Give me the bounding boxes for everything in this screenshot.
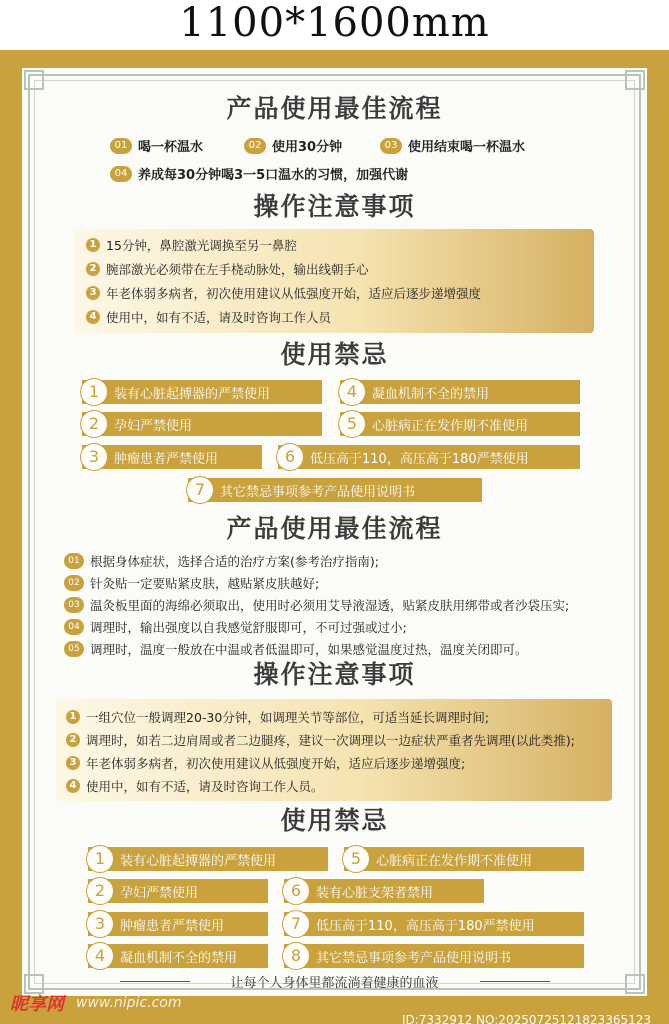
section2-note-2 bbox=[86, 260, 369, 278]
item-text: 装有心脏支架者禁用 bbox=[316, 885, 434, 901]
item-number: 7 bbox=[282, 910, 310, 938]
item-text: 装有心脏起搏器的严禁使用 bbox=[114, 386, 271, 402]
item-text: 凝血机制不全的禁用 bbox=[372, 386, 490, 402]
section6-item-1 bbox=[88, 847, 328, 871]
note-text: 腕部激光必须带在左手桡动脉处，输出线朝手心 bbox=[106, 262, 369, 277]
section3-item-1 bbox=[82, 380, 322, 404]
note-text: 调理时，如若二边肩周或者二边腿疼，建议一次调理以一边症状严重者先调理(以此类推); bbox=[86, 733, 575, 748]
note-number: 2 bbox=[66, 733, 80, 747]
note-text: 年老体弱多病者，初次使用建议从低强度开始，适应后逐步递增强度; bbox=[86, 756, 466, 771]
note-number: 4 bbox=[86, 310, 100, 324]
section3-item-4 bbox=[340, 380, 580, 404]
section3-item-5 bbox=[340, 412, 580, 436]
item-text: 心脏病正在发作期不准使用 bbox=[372, 418, 529, 434]
section4-step-3 bbox=[64, 596, 569, 614]
corner-ornament-tr bbox=[625, 70, 645, 90]
item-number: 4 bbox=[338, 378, 366, 406]
step-number: 03 bbox=[64, 597, 84, 613]
section6-item-5 bbox=[344, 847, 584, 871]
section6-item-3 bbox=[88, 912, 268, 936]
step-text: 养成每30分钟喝3一5口温水的习惯，加强代谢 bbox=[138, 168, 409, 183]
note-number: 4 bbox=[66, 779, 80, 793]
watermark-brand: 昵享网 bbox=[10, 994, 64, 1015]
note-text: 一组穴位一般调理20-30分钟，如调理关节等部位，可适当延长调理时间; bbox=[86, 710, 490, 725]
step-text: 调理时，输出强度以自我感觉舒服即可，不可过强或过小; bbox=[90, 620, 407, 635]
item-text: 孕妇严禁使用 bbox=[120, 885, 199, 901]
item-text: 低压高于110，高压高于180严禁使用 bbox=[310, 451, 529, 467]
section3-item-6 bbox=[278, 445, 580, 469]
section4-title: 产品使用最佳流程 bbox=[226, 514, 443, 543]
section1-step-2 bbox=[244, 136, 342, 155]
section6-item-2 bbox=[88, 879, 268, 903]
item-number: 7 bbox=[186, 476, 214, 504]
item-text: 装有心脏起搏器的严禁使用 bbox=[120, 853, 277, 869]
corner-ornament-tl bbox=[24, 70, 44, 90]
section1-step-3 bbox=[380, 136, 525, 155]
size-title: 1100*1600mm bbox=[179, 0, 490, 46]
item-text: 孕妇严禁使用 bbox=[114, 418, 193, 434]
section3-item-7 bbox=[188, 478, 482, 502]
step-text: 喝一杯温水 bbox=[138, 140, 204, 155]
step-number: 02 bbox=[244, 138, 266, 154]
step-number: 05 bbox=[64, 641, 84, 657]
step-number: 03 bbox=[380, 138, 402, 154]
item-text: 低压高于110，高压高于180严禁使用 bbox=[316, 918, 535, 934]
section5-note-3 bbox=[66, 754, 465, 772]
step-number: 04 bbox=[64, 619, 84, 635]
note-text: 使用中，如有不适，请及时咨询工作人员 bbox=[106, 310, 332, 325]
note-number: 1 bbox=[66, 710, 80, 724]
item-number: 2 bbox=[80, 410, 108, 438]
slogan-divider-right bbox=[480, 981, 550, 982]
section4-step-2 bbox=[64, 574, 319, 592]
watermark-url: www.nipic.com bbox=[76, 995, 182, 1011]
section2-note-4 bbox=[86, 308, 331, 326]
note-number: 3 bbox=[66, 756, 80, 770]
item-text: 心脏病正在发作期不准使用 bbox=[376, 853, 533, 869]
item-number: 5 bbox=[338, 410, 366, 438]
item-text: 其它禁忌事项参考产品使用说明书 bbox=[316, 950, 512, 966]
note-text: 使用中，如有不适，请及时咨询工作人员。 bbox=[86, 779, 324, 794]
section6-title: 使用禁忌 bbox=[280, 806, 389, 835]
item-number: 2 bbox=[86, 877, 114, 905]
section3-item-3 bbox=[82, 445, 262, 469]
step-text: 使用结束喝一杯温水 bbox=[408, 140, 526, 155]
section1-title: 产品使用最佳流程 bbox=[226, 94, 443, 123]
note-number: 1 bbox=[86, 238, 100, 252]
section4-step-5 bbox=[64, 640, 528, 658]
section3-title: 使用禁忌 bbox=[280, 340, 389, 369]
section6-item-7 bbox=[284, 912, 584, 936]
section6-item-6 bbox=[284, 879, 484, 903]
step-text: 使用30分钟 bbox=[272, 140, 343, 155]
step-text: 调理时，温度一般放在中温或者低温即可，如果感觉温度过热，温度关闭即可。 bbox=[90, 642, 528, 657]
section1-step-4 bbox=[110, 164, 408, 183]
item-number: 1 bbox=[86, 845, 114, 873]
step-number: 04 bbox=[110, 166, 132, 182]
note-number: 3 bbox=[86, 286, 100, 300]
item-text: 肿瘤患者严禁使用 bbox=[114, 451, 219, 467]
section5-title: 操作注意事项 bbox=[253, 660, 416, 689]
watermark-id: ID:7332912 NO:20250725121823365123 bbox=[401, 1013, 651, 1024]
item-number: 8 bbox=[282, 942, 310, 970]
section5-note-1 bbox=[66, 708, 489, 726]
note-text: 年老体弱多病者，初次使用建议从低强度开始，适应后逐步递增强度 bbox=[106, 286, 482, 301]
step-text: 温灸板里面的海绵必须取出，使用时必须用艾导液湿透，贴紧皮肤用绑带或者沙袋压实; bbox=[90, 598, 570, 613]
step-text: 针灸贴一定要贴紧皮肤，越贴紧皮肤越好; bbox=[90, 576, 320, 591]
note-number: 2 bbox=[86, 262, 100, 276]
step-text: 根据身体症状，选择合适的治疗方案(参考治疗指南); bbox=[90, 554, 379, 569]
slogan: 让每个人身体里都流淌着健康的血液 bbox=[230, 976, 439, 991]
section2-note-1 bbox=[86, 236, 297, 254]
section2-note-3 bbox=[86, 284, 481, 302]
item-number: 3 bbox=[86, 910, 114, 938]
step-number: 02 bbox=[64, 575, 84, 591]
item-text: 其它禁忌事项参考产品使用说明书 bbox=[220, 484, 416, 500]
section3-item-2 bbox=[82, 412, 322, 436]
step-number: 01 bbox=[64, 553, 84, 569]
section5-note-4 bbox=[66, 777, 324, 795]
item-number: 6 bbox=[282, 877, 310, 905]
section2-title: 操作注意事项 bbox=[253, 192, 416, 221]
item-number: 4 bbox=[86, 942, 114, 970]
step-number: 01 bbox=[110, 138, 132, 154]
section6-item-8 bbox=[284, 944, 584, 968]
item-number: 5 bbox=[342, 845, 370, 873]
section1-step-1 bbox=[110, 136, 203, 155]
section4-step-4 bbox=[64, 618, 407, 636]
item-text: 肿瘤患者严禁使用 bbox=[120, 918, 225, 934]
section5-note-2 bbox=[66, 731, 575, 749]
section6-item-4 bbox=[88, 944, 268, 968]
item-number: 1 bbox=[80, 378, 108, 406]
watermark bbox=[10, 988, 182, 1018]
note-text: 15分钟，鼻腔激光调换至另一鼻腔 bbox=[106, 238, 297, 253]
section4-step-1 bbox=[64, 552, 379, 570]
item-number: 3 bbox=[80, 443, 108, 471]
item-text: 凝血机制不全的禁用 bbox=[120, 950, 238, 966]
item-number: 6 bbox=[276, 443, 304, 471]
